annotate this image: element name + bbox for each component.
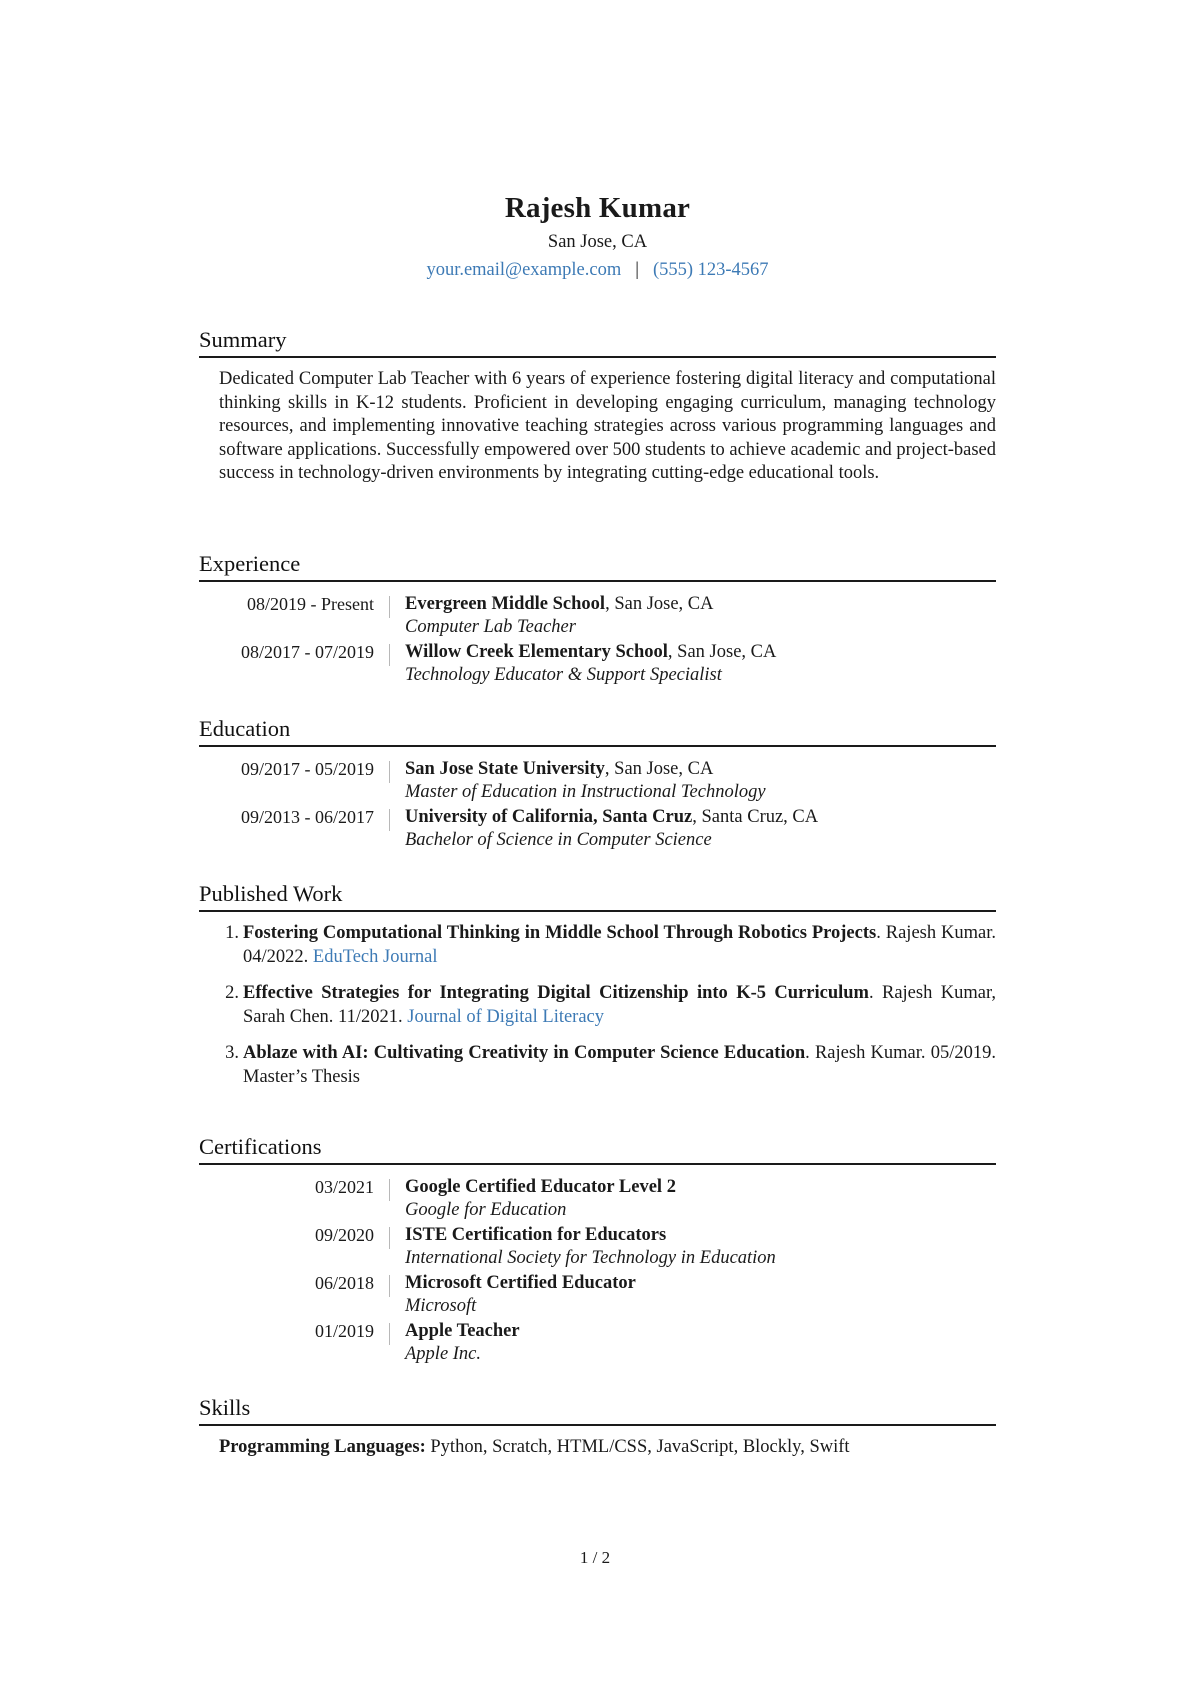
entry-location: , San Jose, CA: [604, 759, 714, 779]
publication-item: [199, 1042, 996, 1089]
education-entry: [199, 806, 996, 854]
entry-body: [405, 1224, 996, 1272]
experience-list: [199, 593, 996, 689]
certification-name: Microsoft Certified Educator: [405, 1273, 636, 1293]
publication-number: 3.: [225, 1043, 239, 1063]
publication-venue: Master’s Thesis: [243, 1066, 360, 1087]
publications-section: [199, 880, 996, 1102]
entry-date: 09/2017 - 05/2019: [241, 759, 374, 779]
publication-title: Ablaze with AI: Cultivating Creativity in Computer Science Education: [243, 1043, 806, 1063]
education-list: [199, 758, 996, 854]
publication-venue-link[interactable]: EduTech Journal: [312, 946, 438, 967]
entry-body: [405, 641, 996, 689]
experience-section: [199, 550, 996, 689]
section-rule: [199, 1163, 996, 1165]
entry-date: 08/2017 - 07/2019: [241, 642, 374, 662]
phone-link[interactable]: (555) 123-4567: [652, 260, 769, 280]
summary-text: Dedicated Computer Lab Teacher with 6 years of experience fostering digital literacy and computational thinking skills in K-12 students. Proficient in developing engaging curriculum, managing technology resources, and implementing innovative teaching strategies across various programming languages and software applications. Successfully empowered over 500 students to achieve academic and project-based success in technology-driven environments by integrating cutting-edge educational tools.: [219, 369, 996, 483]
entry-divider: [389, 809, 390, 831]
certification-name: ISTE Certification for Educators: [405, 1225, 667, 1245]
entry-divider: [389, 1179, 390, 1201]
publication-details: . Rajesh Kumar. 04/2022.: [243, 923, 997, 967]
publication-title: Effective Strategies for Integrating Digital Citizenship into K-5 Curriculum: [243, 983, 869, 1003]
publication-item: [199, 982, 996, 1029]
candidate-location: San Jose, CA: [547, 232, 648, 252]
section-title-publications: Published Work: [199, 881, 343, 906]
publication-item: [199, 922, 996, 969]
certifications-section: [199, 1133, 996, 1368]
entry-divider: [389, 1227, 390, 1249]
section-title-summary: Summary: [199, 327, 287, 352]
entry-institution: University of California, Santa Cruz: [405, 807, 693, 827]
section-rule: [199, 1424, 996, 1426]
entry-body: [405, 1272, 996, 1320]
section-title-certifications: Certifications: [199, 1134, 322, 1159]
entry-location: , Santa Cruz, CA: [692, 807, 819, 827]
section-title-education: Education: [199, 716, 291, 741]
certification-issuer: Apple Inc.: [405, 1344, 482, 1364]
entry-degree: Bachelor of Science in Computer Science: [405, 830, 712, 850]
certification-issuer: Microsoft: [405, 1296, 477, 1316]
contact-separator: |: [635, 260, 639, 280]
entry-degree: Master of Education in Instructional Technology: [405, 782, 766, 802]
entry-location: , San Jose, CA: [667, 642, 777, 662]
skills-value: Python, Scratch, HTML/CSS, JavaScript, Blockly, Swift: [425, 1437, 850, 1457]
entry-divider: [389, 596, 390, 618]
publication-list: [199, 922, 996, 1089]
section-rule: [199, 356, 996, 358]
section-rule: [199, 745, 996, 747]
section-title-skills: Skills: [199, 1395, 251, 1420]
publication-title: Fostering Computational Thinking in Middle School Through Robotics Projects: [243, 923, 877, 943]
resume-header: [199, 190, 996, 282]
contact-line: [199, 258, 996, 282]
certification-list: [199, 1176, 996, 1368]
entry-organization: Willow Creek Elementary School: [405, 642, 668, 662]
publication-venue-link[interactable]: Journal of Digital Literacy: [407, 1006, 605, 1027]
certification-entry: [199, 1320, 996, 1368]
certification-entry: [199, 1272, 996, 1320]
certification-entry: [199, 1224, 996, 1272]
publication-details: . Rajesh Kumar, Sarah Chen. 11/2021.: [243, 983, 997, 1027]
entry-body: [405, 1320, 996, 1368]
certification-issuer: Google for Education: [405, 1200, 567, 1220]
entry-date: 09/2020: [314, 1225, 374, 1245]
certification-name: Apple Teacher: [405, 1321, 520, 1341]
entry-date: 06/2018: [314, 1273, 374, 1293]
certification-issuer: International Society for Technology in Education: [405, 1248, 776, 1268]
email-link[interactable]: your.email@example.com: [426, 260, 622, 280]
entry-organization: Evergreen Middle School: [405, 594, 606, 614]
entry-role: Technology Educator & Support Specialist: [405, 665, 722, 685]
skills-section: [199, 1394, 996, 1459]
entry-body: [405, 593, 996, 641]
education-entry: [199, 758, 996, 806]
candidate-name: Rajesh Kumar: [504, 192, 691, 224]
entry-date: 08/2019 - Present: [247, 594, 374, 614]
entry-divider: [389, 761, 390, 783]
entry-date: 03/2021: [314, 1177, 374, 1197]
entry-divider: [389, 1275, 390, 1297]
entry-body: [405, 806, 996, 854]
publication-details: . Rajesh Kumar. 05/2019.: [805, 1043, 996, 1063]
entry-date: 09/2013 - 06/2017: [241, 807, 374, 827]
skills-line: [219, 1436, 996, 1459]
publication-number: 2.: [225, 983, 239, 1003]
entry-role: Computer Lab Teacher: [405, 617, 576, 637]
entry-institution: San Jose State University: [405, 759, 605, 779]
section-title-experience: Experience: [199, 551, 301, 576]
publication-number: 1.: [225, 923, 239, 943]
entry-divider: [389, 1323, 390, 1345]
experience-entry: [199, 641, 996, 689]
skills-label: Programming Languages:: [219, 1437, 426, 1457]
experience-entry: [199, 593, 996, 641]
education-section: [199, 715, 996, 854]
summary-section: [199, 326, 996, 486]
entry-date: 01/2019: [314, 1321, 374, 1341]
section-rule: [199, 580, 996, 582]
section-rule: [199, 910, 996, 912]
certification-name: Google Certified Educator Level 2: [405, 1177, 676, 1197]
page-number: 1 / 2: [579, 1548, 611, 1567]
entry-divider: [389, 644, 390, 666]
entry-body: [405, 758, 996, 806]
entry-body: [405, 1176, 996, 1224]
entry-location: , San Jose, CA: [605, 594, 714, 614]
certification-entry: [199, 1176, 996, 1224]
